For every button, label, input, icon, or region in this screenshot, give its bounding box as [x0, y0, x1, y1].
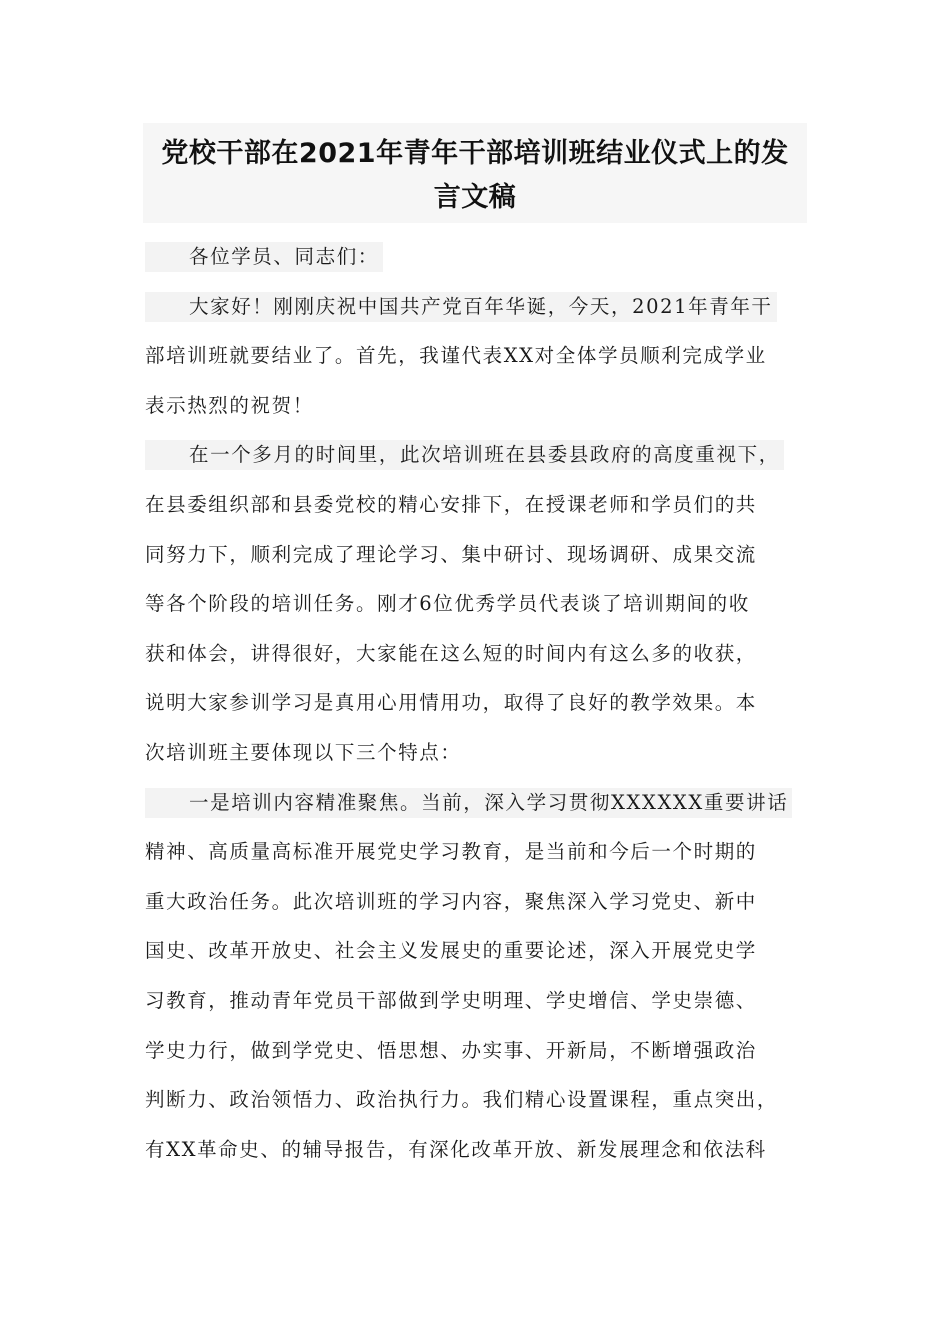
paragraph-line: [145, 282, 817, 332]
paragraph-line: [145, 827, 817, 877]
paragraph-line-text: 各位学员、同志们：: [145, 242, 383, 272]
title-line-2: 言文稿: [433, 182, 517, 213]
paragraph-line: [145, 678, 817, 728]
paragraph-line-text: 一是培训内容精准聚焦。当前，深入学习贯彻XXXXXX重要讲话: [145, 788, 792, 818]
paragraph-line: [145, 381, 817, 431]
paragraph-line: [145, 1026, 817, 1076]
paragraph-line: [145, 480, 817, 530]
paragraph-line: [145, 778, 817, 828]
paragraph-line: [145, 877, 817, 927]
paragraph-line-text: 国史、改革开放史、社会主义发展史的重要论述，深入开展党史学: [145, 939, 757, 963]
paragraph-line: [145, 728, 817, 778]
paragraph-line-text: 精神、高质量高标准开展党史学习教育，是当前和今后一个时期的: [145, 840, 757, 864]
document-body: [145, 232, 817, 1174]
paragraph-line-text: 习教育，推动青年党员干部做到学史明理、学史增信、学史崇德、: [145, 988, 757, 1012]
paragraph-line: [145, 579, 817, 629]
paragraph-line: [145, 430, 817, 480]
paragraph-line-text: 有XX革命史、的辅导报告，有深化改革开放、新发展理念和依法科: [145, 1137, 767, 1161]
paragraph-line: [145, 1075, 817, 1125]
paragraph-line: [145, 530, 817, 580]
paragraph-line: [145, 629, 817, 679]
paragraph-line-text: 次培训班主要体现以下三个特点：: [145, 740, 462, 764]
paragraph-line-text: 重大政治任务。此次培训班的学习内容，聚焦深入学习党史、新中: [145, 889, 757, 913]
paragraph-line-text: 判断力、政治领悟力、政治执行力。我们精心设置课程，重点突出，: [145, 1088, 779, 1112]
paragraph-line-text: 大家好！刚刚庆祝中国共产党百年华诞，今天，2021年青年干: [145, 292, 777, 322]
paragraph-line: [145, 926, 817, 976]
paragraph-line-text: 表示热烈的祝贺！: [145, 393, 314, 417]
title-line-1: 党校干部在2021年青年干部培训班结业仪式上的发: [161, 138, 789, 169]
paragraph-line-text: 部培训班就要结业了。首先，我谨代表XX对全体学员顺利完成学业: [145, 344, 767, 368]
paragraph-line: [145, 331, 817, 381]
paragraph-line-text: 学史力行，做到学党史、悟思想、办实事、开新局，不断增强政治: [145, 1038, 757, 1062]
paragraph-line-text: 说明大家参训学习是真用心用情用功，取得了良好的教学效果。本: [145, 691, 757, 715]
paragraph-line-text: 在县委组织部和县委党校的精心安排下，在授课老师和学员们的共: [145, 492, 757, 516]
paragraph-line-text: 在一个多月的时间里，此次培训班在县委县政府的高度重视下，: [145, 440, 784, 470]
paragraph-line: [145, 976, 817, 1026]
paragraph-line: [145, 1125, 817, 1175]
document-title: [143, 123, 807, 223]
paragraph-line-text: 获和体会，讲得很好，大家能在这么短的时间内有这么多的收获，: [145, 641, 757, 665]
paragraph-line: [145, 232, 817, 282]
paragraph-line-text: 等各个阶段的培训任务。刚才6位优秀学员代表谈了培训期间的收: [145, 592, 750, 616]
paragraph-line-text: 同努力下，顺利完成了理论学习、集中研讨、现场调研、成果交流: [145, 542, 757, 566]
